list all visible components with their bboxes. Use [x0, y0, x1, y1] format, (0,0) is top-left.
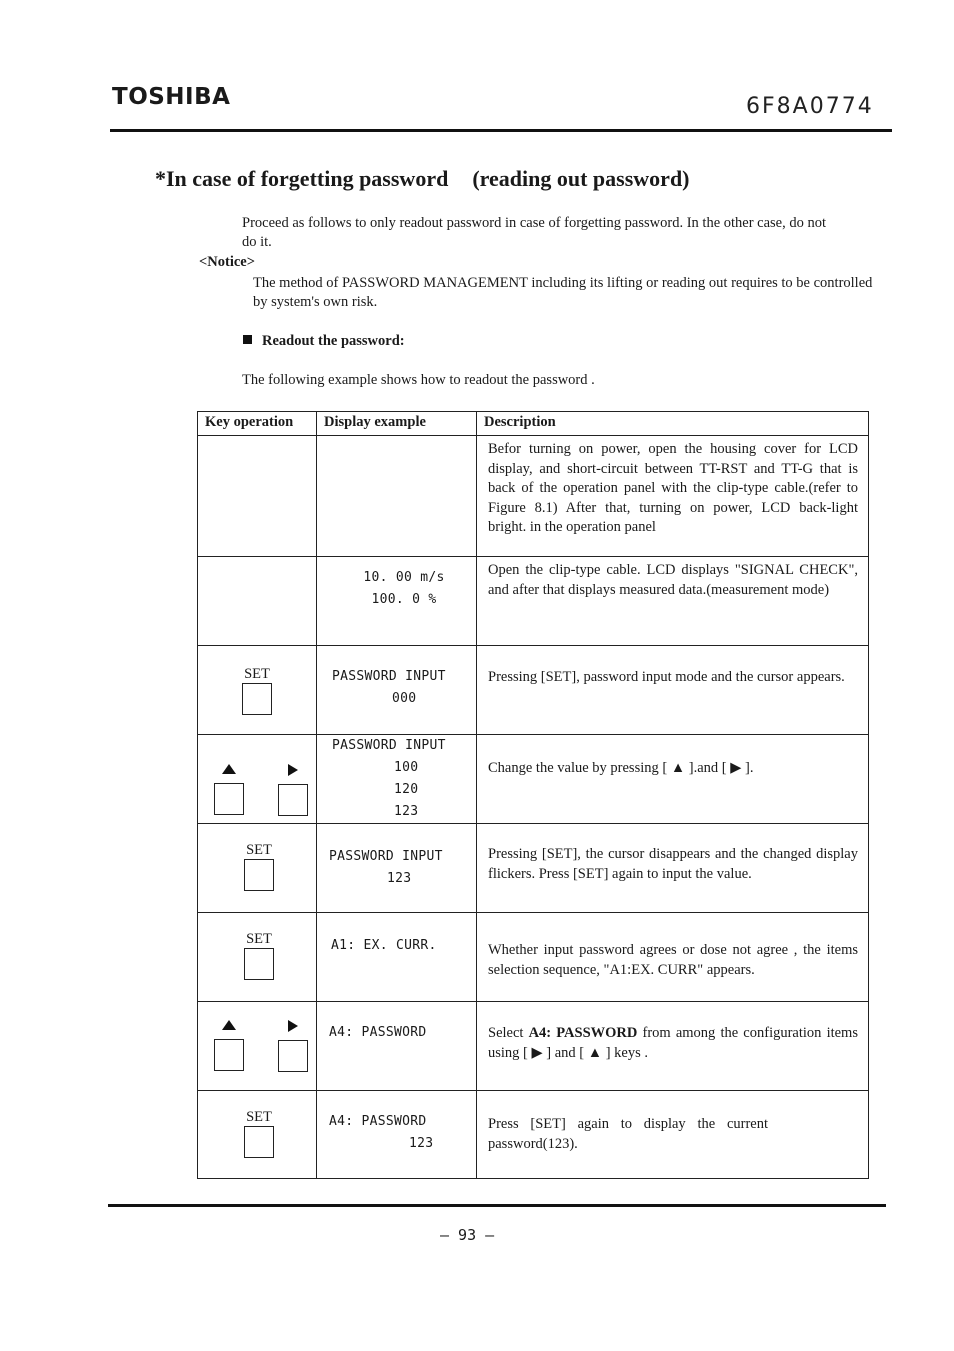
lcd-line: A1: EX. CURR. [331, 938, 437, 953]
display-cell [317, 1091, 477, 1179]
table-header-row [198, 412, 869, 436]
lcd-line: 100 [394, 760, 419, 775]
lcd-line: 123 [394, 804, 419, 819]
set-key-label: SET [246, 931, 272, 947]
lcd-line: 10. 00 m/s [363, 570, 445, 585]
lcd-line: 100. 0 % [371, 592, 437, 607]
description-cell [477, 824, 869, 913]
display-cell [317, 824, 477, 913]
lcd-line: PASSWORD INPUT [329, 849, 443, 864]
lcd-display [317, 735, 476, 823]
header-display-example: Display example [317, 412, 477, 436]
lcd-line: 120 [394, 782, 419, 797]
triangle-right-icon [288, 1020, 298, 1032]
set-key-label: SET [244, 666, 270, 682]
description-cell [477, 1002, 869, 1091]
display-cell [317, 436, 477, 557]
key-cell [198, 1002, 317, 1091]
table-row [198, 1091, 869, 1179]
table-row [198, 735, 869, 824]
key-cell [198, 436, 317, 557]
section-heading-text: Readout the password: [262, 333, 405, 349]
description-text: Press [SET] again to display the current password(123). [488, 1116, 768, 1152]
set-key-button[interactable] [244, 1126, 274, 1158]
lcd-line: A4: PASSWORD [329, 1114, 427, 1129]
up-key[interactable] [214, 764, 244, 816]
lcd-line: 000 [392, 691, 417, 706]
right-key[interactable] [278, 764, 308, 816]
lcd-line: PASSWORD INPUT [332, 669, 446, 684]
lcd-display [329, 557, 479, 611]
key-cell [198, 913, 317, 1002]
right-key[interactable] [278, 1020, 308, 1072]
set-key[interactable] [198, 1091, 316, 1158]
triangle-up-icon [222, 1020, 236, 1030]
page-title [155, 166, 690, 192]
header-rule [110, 129, 892, 132]
description-cell [477, 557, 869, 646]
key-cell [198, 735, 317, 824]
description-text: Whether input password agrees or dose not agree , the items selection sequence, "A1:EX. CURR" appears. [488, 942, 858, 978]
title-sub: (reading out password) [472, 166, 690, 191]
description-text: Pressing [SET], the cursor disappears and the changed display flickers. Press [SET] again to input the value. [488, 846, 858, 882]
description-text: Befor turning on power, open the housing cover for LCD display, and short-circuit between TT-RST and TT-G that is back of the operation panel with the clip-type cable.(refer to Figure 8.1) After that, turning on power, LCD back-light bright. in the operation panel [488, 441, 858, 536]
description-text [477, 1002, 868, 1063]
description-text: Change the value by pressing [ ▲ ].and [ ▶ ]. [488, 760, 754, 776]
set-key-button[interactable] [244, 948, 274, 980]
triangle-up-icon [222, 764, 236, 774]
table-row [198, 913, 869, 1002]
description-cell [477, 735, 869, 824]
notice-text: The method of PASSWORD MANAGEMENT including its lifting or reading out requires to be controlled by system's own risk. [253, 275, 873, 310]
description-part: from among the configuration items using [ ▶ ] and [ ▲ ] keys . [488, 1025, 858, 1061]
brand-logo: TOSHIBA [112, 84, 231, 110]
page-number: — 93 — [440, 1226, 495, 1244]
table-row [198, 1002, 869, 1091]
description-cell [477, 913, 869, 1002]
up-key[interactable] [214, 1020, 244, 1072]
display-cell [317, 913, 477, 1002]
lcd-display [317, 913, 476, 957]
key-cell [198, 824, 317, 913]
key-cell [198, 646, 317, 735]
arrow-keys[interactable] [198, 1002, 316, 1072]
key-cell [198, 1091, 317, 1179]
description-cell [477, 436, 869, 557]
document-number: 6F8A0774 [746, 94, 874, 119]
lcd-display [317, 1002, 476, 1044]
set-key-label: SET [246, 1109, 272, 1125]
section-heading [243, 333, 405, 350]
operation-table [197, 411, 869, 1179]
display-cell [317, 646, 477, 735]
key-cell [198, 557, 317, 646]
set-key-button[interactable] [242, 683, 272, 715]
right-key-button[interactable] [278, 1040, 308, 1072]
set-key-label: SET [246, 842, 272, 858]
square-bullet-icon [243, 335, 252, 344]
notice-heading: <Notice> [199, 254, 255, 270]
set-key[interactable] [198, 646, 316, 715]
title-main: *In case of forgetting password [155, 166, 449, 191]
footer-rule [108, 1204, 886, 1207]
table-row [198, 824, 869, 913]
section-lead: The following example shows how to readout the password . [242, 372, 595, 388]
display-cell [317, 735, 477, 824]
lcd-line: 123 [409, 1136, 434, 1151]
description-emphasis: A4: PASSWORD [528, 1025, 638, 1041]
description-cell [477, 1091, 869, 1179]
description-part: Select [488, 1025, 529, 1041]
display-cell [317, 557, 477, 646]
arrow-keys[interactable] [198, 735, 316, 816]
table-row [198, 557, 869, 646]
triangle-right-icon [288, 764, 298, 776]
description-text: Open the clip-type cable. LCD displays "SIGNAL CHECK", and after that displays measured data.(measurement mode) [488, 562, 858, 598]
up-key-button[interactable] [214, 783, 244, 815]
table-row [198, 436, 869, 557]
display-cell [317, 1002, 477, 1091]
header-key-operation: Key operation [198, 412, 317, 436]
intro-paragraph: Proceed as follows to only readout password in case of forgetting password. In the other case, do not do it. [242, 215, 827, 250]
table-row [198, 646, 869, 735]
description-text: Pressing [SET], password input mode and the cursor appears. [488, 669, 845, 685]
lcd-display [317, 646, 476, 710]
lcd-display [317, 824, 476, 890]
lcd-line: 123 [387, 871, 412, 886]
right-key-button[interactable] [278, 784, 308, 816]
lcd-line: PASSWORD INPUT [332, 738, 446, 753]
description-cell [477, 646, 869, 735]
set-key[interactable] [198, 824, 316, 891]
lcd-display [317, 1091, 476, 1155]
up-key-button[interactable] [214, 1039, 244, 1071]
header-description: Description [477, 412, 869, 436]
set-key-button[interactable] [244, 859, 274, 891]
lcd-line: A4: PASSWORD [329, 1025, 427, 1040]
set-key[interactable] [198, 913, 316, 980]
